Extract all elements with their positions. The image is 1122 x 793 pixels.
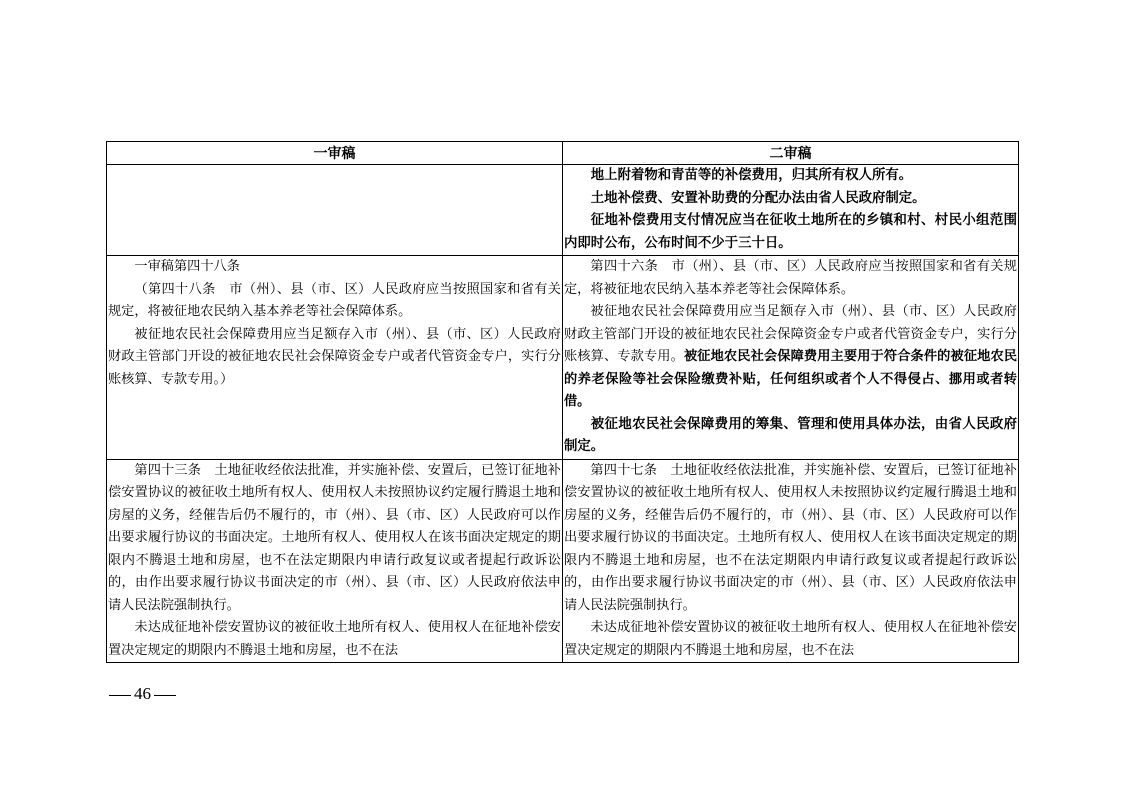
paragraph [564, 414, 1017, 459]
paragraph [564, 617, 1017, 662]
page-number-dash-right [154, 695, 176, 696]
table-body [107, 165, 1019, 663]
paragraph-text: 被征地农民社会保障费用应当足额存入市（州）、县（市、区）人民政府财政主管部门开设的被征地农民社会保障资金专户或者代管资金专户，实行分账核算、专款专用。） [108, 326, 561, 387]
paragraph-text: 未达成征地补偿安置协议的被征收土地所有权人、使用权人在征地补偿安置决定规定的期限内不腾退土地和房屋，也不在法 [564, 620, 1017, 658]
paragraph [564, 165, 1017, 188]
paragraph-text: 一审稿第四十八条 [134, 259, 240, 274]
paragraph-text: 未达成征地补偿安置协议的被征收土地所有权人、使用权人在征地补偿安置决定规定的期限内不腾退土地和房屋，也不在法 [108, 620, 561, 658]
second-draft-cell [563, 256, 1019, 460]
paragraph [564, 188, 1017, 211]
paragraph-bold-addition: 被征地农民社会保障费用主要用于符合条件的被征地农民的养老保险等社会保险缴费补贴，任何组织或者个人不得侵占、挪用或者转借。 [564, 349, 1018, 409]
table-row [107, 256, 1019, 460]
first-draft-cell [107, 459, 563, 663]
paragraph [108, 617, 561, 662]
paragraph [564, 460, 1017, 618]
table-header-row [107, 142, 1019, 165]
comparison-table [106, 141, 1019, 663]
paragraph [564, 301, 1017, 414]
page-number [106, 684, 179, 704]
paragraph [108, 324, 561, 392]
first-draft-cell [107, 256, 563, 460]
paragraph-text: 被征地农民社会保障费用的筹集、管理和使用具体办法，由省人民政府制定。 [564, 416, 1017, 454]
paragraph [108, 460, 561, 618]
paragraph-text: （第四十八条 市（州）、县（市、区）人民政府应当按照国家和省有关规定，将被征地农民纳入基本养老等社会保障体系。 [108, 281, 561, 319]
paragraph [108, 256, 561, 279]
paragraph-text: 被征地农民社会保障费用应当足额存入市（州）、县（市、区）人民政府财政主管部门开设的被征地农民社会保障资金专户或者代管资金专户，实行分账核算、专款专用。 [564, 304, 1017, 364]
paragraph-text: 第四十三条 土地征收经依法批准，并实施补偿、安置后，已签订征地补偿安置协议的被征收土地所有权人、使用权人未按照协议约定履行腾退土地和房屋的义务，经催告后仍不履行的，市（州）、县（市、区）人民政府可以作出要求履行协议的书面决定。土地所有权人、使用权人在该书面决定规定的期限内不腾退土地和房屋，也不在法定期限内申请行政复议或者提起行政诉讼的，由作出要求履行协议书面决定的市（州）、县（市、区）人民政府依法申请人民法院强制执行。 [108, 462, 561, 613]
paragraph-text: 土地补偿费、安置补助费的分配办法由省人民政府制定。 [590, 190, 926, 206]
table-row [107, 165, 1019, 256]
paragraph [108, 279, 561, 324]
paragraph [564, 210, 1017, 255]
paragraph-text: 第四十六条 市（州）、县（市、区）人民政府应当按照国家和省有关规定，将被征地农民纳入基本养老等社会保障体系。 [564, 259, 1017, 297]
first-draft-cell [107, 165, 563, 256]
paragraph-text: 征地补偿费用支付情况应当在征收土地所在的乡镇和村、村民小组范围内即时公布，公布时间不少于三十日。 [564, 213, 1017, 251]
header-second-draft: 二审稿 [563, 142, 1019, 165]
header-first-draft: 一审稿 [107, 142, 563, 165]
table-row [107, 459, 1019, 663]
paragraph [564, 256, 1017, 301]
second-draft-cell [563, 459, 1019, 663]
paragraph-text: 地上附着物和青苗等的补偿费用，归其所有权人所有。 [590, 168, 913, 183]
paragraph-text: 第四十七条 土地征收经依法批准，并实施补偿、安置后，已签订征地补偿安置协议的被征收土地所有权人、使用权人未按照协议约定履行腾退土地和房屋的义务，经催告后仍不履行的，市（州）、县（市、区）人民政府可以作出要求履行协议的书面决定。土地所有权人、使用权人在该书面决定规定的期限内不腾退土地和房屋，也不在法定期限内申请行政复议或者提起行政诉讼的，由作出要求履行协议书面决定的市（州）、县（市、区）人民政府依法申请人民法院强制执行。 [564, 462, 1017, 613]
page-number-value: 46 [134, 684, 151, 703]
second-draft-cell [563, 165, 1019, 256]
page-number-dash-left [109, 695, 131, 696]
